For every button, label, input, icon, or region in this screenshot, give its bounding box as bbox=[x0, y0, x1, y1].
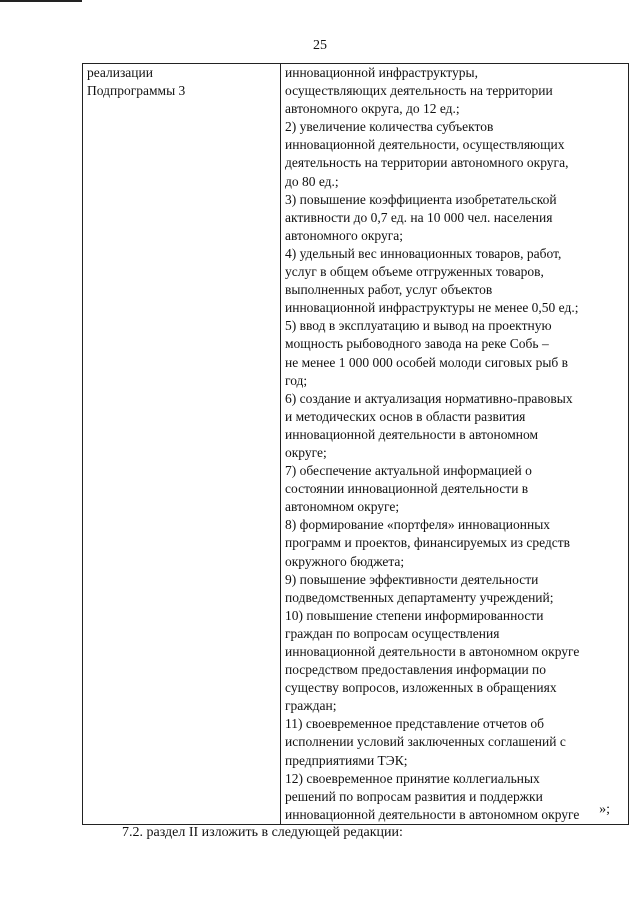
right-cell-line: автономном округе; bbox=[285, 499, 400, 515]
corner-rule bbox=[0, 0, 82, 2]
right-cell-line: услуг в общем объеме отгруженных товаров, bbox=[285, 264, 544, 280]
section-instruction: 7.2. раздел II изложить в следующей редакции: bbox=[122, 825, 403, 840]
right-cell-line: осуществляющих деятельность на территории bbox=[285, 83, 553, 99]
right-cell-line: 12) своевременное принятие коллегиальных bbox=[285, 770, 540, 786]
right-cell-line: инновационной деятельности в автономном bbox=[285, 426, 539, 442]
right-cell-line: не менее 1 000 000 особей молоди сиговых рыб в bbox=[285, 354, 569, 370]
right-cell-line: инновационной деятельности в автономном округе bbox=[285, 806, 580, 822]
right-cell-line: существу вопросов, изложенных в обращениях bbox=[285, 680, 557, 696]
right-cell-line: 7) обеспечение актуальной информацией о bbox=[285, 463, 532, 479]
right-cell-line: выполненных работ, услуг объектов bbox=[285, 282, 493, 298]
right-cell-line: состоянии инновационной деятельности в bbox=[285, 481, 529, 497]
right-cell-line: 5) ввод в эксплуатацию и вывод на проектную bbox=[285, 318, 552, 334]
right-cell-line: 11) своевременное представление отчетов об bbox=[285, 716, 544, 732]
right-cell-line: активности до 0,7 ед. на 10 000 чел. населения bbox=[285, 209, 553, 225]
right-cell-line: 3) повышение коэффициента изобретательской bbox=[285, 191, 557, 207]
right-cell-text bbox=[285, 64, 624, 824]
right-cell-line: 6) создание и актуализация нормативно-правовых bbox=[285, 390, 573, 406]
right-cell-line: предприятиями ТЭК; bbox=[285, 752, 408, 768]
right-cell-line: инновационной инфраструктуры не менее 0,50 ед.; bbox=[285, 300, 579, 316]
right-cell-line: и методических основ в области развития bbox=[285, 408, 526, 424]
right-cell-line: подведомственных департаменту учреждений; bbox=[285, 589, 554, 605]
right-cell-line: решений по вопросам развития и поддержки bbox=[285, 788, 543, 804]
right-cell-line: 10) повышение степени информированности bbox=[285, 607, 544, 623]
program-table bbox=[82, 63, 629, 825]
page-number: 25 bbox=[313, 38, 327, 53]
right-cell-line: граждан по вопросам осуществления bbox=[285, 625, 500, 641]
right-cell-line: программ и проектов, финансируемых из средств bbox=[285, 535, 571, 551]
right-cell-line: инновационной деятельности в автономном округе bbox=[285, 644, 580, 659]
right-cell-line: год; bbox=[285, 372, 308, 388]
left-cell bbox=[83, 64, 281, 825]
right-cell-line: деятельность на территории автономного округа, bbox=[285, 155, 569, 171]
right-cell-line: исполнении условий заключенных соглашений с bbox=[285, 734, 566, 750]
right-cell-line: округе; bbox=[285, 444, 327, 460]
right-cell-line: автономного округа; bbox=[285, 227, 403, 243]
right-cell-line: посредством предоставления информации по bbox=[285, 662, 547, 678]
right-cell-line: автономного округа, до 12 ед.; bbox=[285, 101, 460, 117]
left-cell-text bbox=[87, 64, 276, 100]
right-cell-line: инновационной деятельности, осуществляющих bbox=[285, 137, 565, 153]
right-cell-line: окружного бюджета; bbox=[285, 553, 405, 569]
closing-quote: »; bbox=[599, 802, 610, 817]
right-cell-line: 2) увеличение количества субъектов bbox=[285, 119, 494, 135]
right-cell bbox=[281, 64, 629, 825]
right-cell-line: инновационной инфраструктуры, bbox=[285, 65, 478, 80]
table-row bbox=[83, 64, 629, 825]
right-cell-line: 9) повышение эффективности деятельности bbox=[285, 571, 539, 587]
right-cell-line: 4) удельный вес инновационных товаров, работ, bbox=[285, 245, 562, 261]
right-cell-line: 8) формирование «портфеля» инновационных bbox=[285, 517, 551, 533]
left-cell-line: Подпрограммы 3 bbox=[87, 83, 186, 99]
right-cell-line: до 80 ед.; bbox=[285, 173, 339, 189]
right-cell-line: граждан; bbox=[285, 698, 337, 714]
left-cell-line: реализации bbox=[87, 65, 153, 80]
right-cell-line: мощность рыбоводного завода на реке Собь – bbox=[285, 336, 549, 352]
